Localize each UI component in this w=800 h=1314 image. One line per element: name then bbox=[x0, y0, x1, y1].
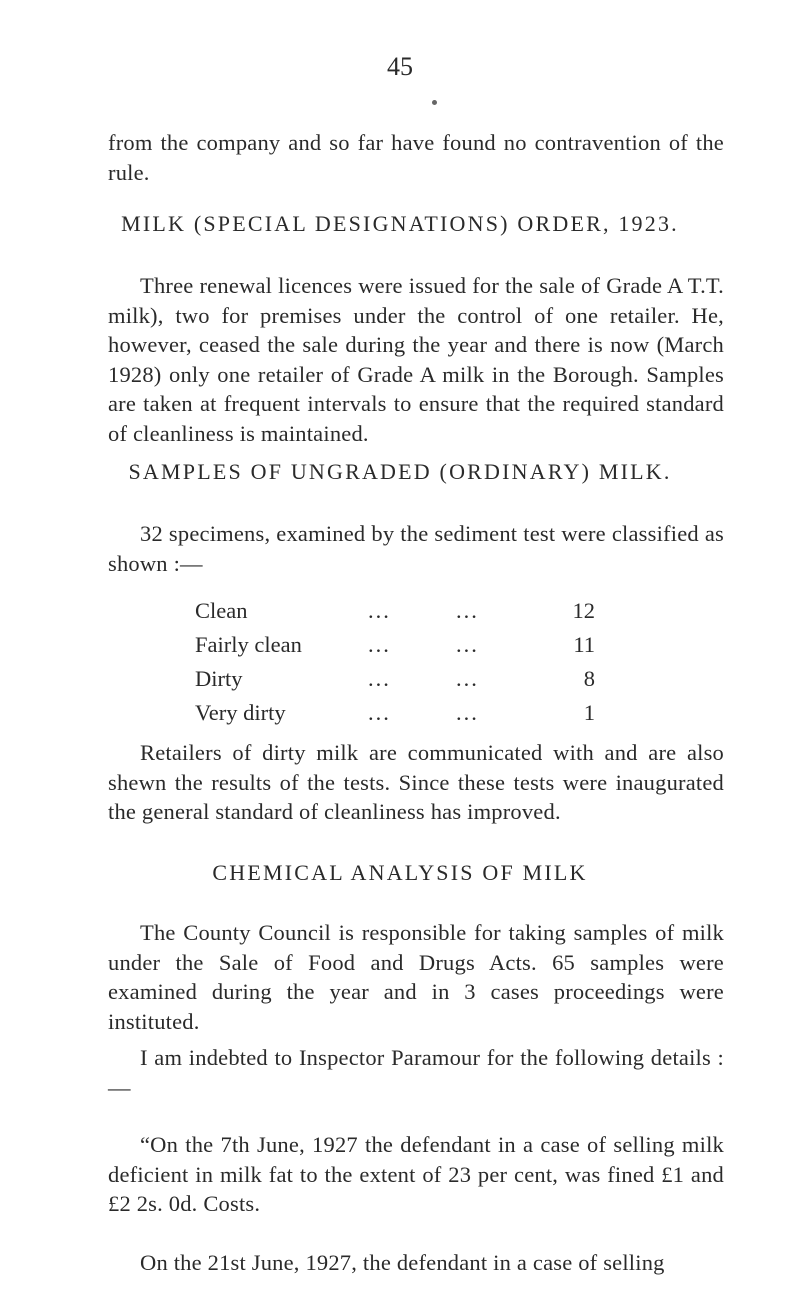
sediment-table bbox=[195, 594, 595, 730]
paragraph-june-7: “On the 7th June, 1927 the defendant in a case of selling milk deficient in milk fat to the extent of 23 per cent, was fined £1 and £2 2s. 0d. Costs. bbox=[108, 1132, 724, 1216]
heading-chemical-analysis: CHEMICAL ANALYSIS OF MILK bbox=[212, 860, 588, 885]
leader-dots: ... bbox=[368, 598, 391, 623]
row-value: 1 bbox=[583, 700, 595, 725]
paragraph-county-council: The County Council is responsible for taking samples of milk under the Sale of Food and Drugs Acts. 65 samples were examined during the year and in 3 cases proceedings were instituted. bbox=[108, 920, 724, 1034]
paragraph-june-21: On the 21st June, 1927, the defendant in a case of selling bbox=[140, 1250, 665, 1275]
row-value: 11 bbox=[573, 632, 595, 657]
page-number: 45 bbox=[387, 52, 413, 81]
heading-ungraded-milk: SAMPLES OF UNGRADED (ORDINARY) MILK. bbox=[128, 459, 672, 484]
leader-dots: ... bbox=[456, 700, 479, 725]
paragraph-specimens: 32 specimens, examined by the sediment test were classified as shown :— bbox=[108, 521, 724, 576]
table-row bbox=[195, 594, 595, 628]
row-label: Clean bbox=[195, 598, 248, 623]
paragraph-intro: from the company and so far have found no contravention of the rule. bbox=[108, 130, 724, 185]
table-row bbox=[195, 662, 595, 696]
leader-dots: ... bbox=[368, 666, 391, 691]
leader-dots: ... bbox=[368, 700, 391, 725]
row-value: 8 bbox=[583, 666, 595, 691]
leader-dots: ... bbox=[368, 632, 391, 657]
leader-dots: ... bbox=[456, 666, 479, 691]
ink-speck bbox=[432, 100, 437, 105]
leader-dots: ... bbox=[456, 598, 479, 623]
heading-milk-order: MILK (SPECIAL DESIGNATIONS) ORDER, 1923. bbox=[121, 211, 679, 236]
row-label: Dirty bbox=[195, 666, 243, 691]
paragraph-licences: Three renewal licences were issued for the sale of Grade A T.T. milk), two for premises under the control of one retailer. He, however, ceased the sale during the year and there is now (March 1928) only one retailer of Grade A milk in the Borough. Samples are taken at frequent intervals to ensure that the required standard of cleanliness is maintained. bbox=[108, 273, 724, 446]
row-label: Fairly clean bbox=[195, 632, 302, 657]
paragraph-retailers: Retailers of dirty milk are communicated with and are also shewn the results of the tests. Since these tests were inaugurated the general standard of cleanliness has improved. bbox=[108, 740, 724, 824]
leader-dots: ... bbox=[456, 632, 479, 657]
table-row bbox=[195, 696, 595, 730]
table-row bbox=[195, 628, 595, 662]
paragraph-indebted: I am indebted to Inspector Paramour for the following details :— bbox=[108, 1045, 724, 1100]
row-label: Very dirty bbox=[195, 700, 286, 725]
row-value: 12 bbox=[572, 598, 595, 623]
